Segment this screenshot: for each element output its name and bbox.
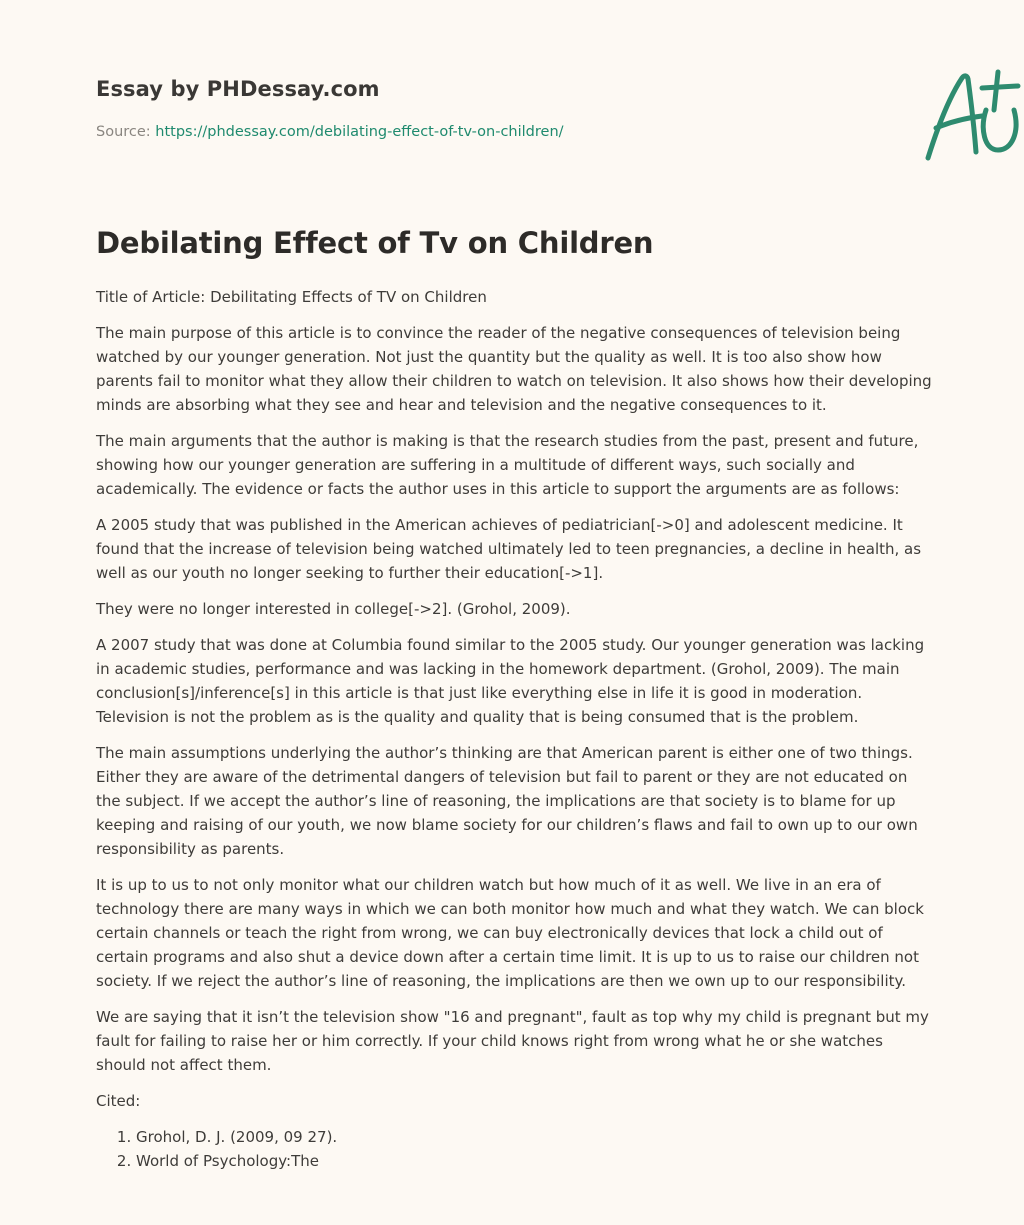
citation-item: 1. Grohol, D. J. (2009, 09 27). xyxy=(136,1125,932,1149)
citation-list xyxy=(96,1125,932,1173)
paragraph: The main purpose of this article is to convince the reader of the negative consequences of television being watched by our younger generation. Not just the quantity but the quality as well. It is too also show how parents fail to monitor what they allow their children to watch on television. It also shows how their developing minds are absorbing what they see and hear and television and the negative consequences to it. xyxy=(96,324,932,414)
paragraph: The main assumptions underlying the author’s thinking are that American parent is either one of two things. Either they are aware of the detrimental dangers of television but fail to parent or they are not educated on the subject. If we accept the author’s line of reasoning, the implications are that society is to blame for up keeping and raising of our youth, we now blame society for our children’s flaws and fail to own up to our own responsibility as parents. xyxy=(96,744,918,858)
source-link[interactable]: https://phdessay.com/debilating-effect-of-tv-on-children/ xyxy=(155,124,564,140)
paragraph: It is up to us to not only monitor what our children watch but how much of it as well. We live in an era of technology there are many ways in which we can both monitor how much and what they watch. We can block certain channels or teach the right from wrong, we can buy electronically devices that lock a child out of certain programs and also shut a device down after a certain time limit. It is up to us to raise our children not society. If we reject the author’s line of reasoning, the implications are then we own up to our responsibility. xyxy=(96,876,924,990)
article-body xyxy=(96,285,932,1173)
paragraph: A 2007 study that was done at Columbia found similar to the 2005 study. Our younger generation was lacking in academic studies, performance and was lacking in the homework department. (Grohol, 2009). The main conclusion[s]/inference[s] in this article is that just like everything else in life it is good in moderation. Television is not the problem as is the quality and quality that is being consumed that is the problem. xyxy=(96,636,925,726)
source-line xyxy=(96,124,564,140)
paragraph: A 2005 study that was published in the American achieves of pediatrician[->0] and adolescent medicine. It found that the increase of television being watched ultimately led to teen pregnancies, a decline in health, as well as our youth no longer seeking to further their education[->1]. xyxy=(96,516,922,582)
article-title: Debilating Effect of Tv on Children xyxy=(96,226,654,260)
paragraph: We are saying that it isn’t the television show "16 and pregnant", fault as top why my child is pregnant but my fault for failing to raise her or him correctly. If your child knows right from wrong what he or she watches should not affect them. xyxy=(96,1008,929,1074)
paragraph: Title of Article: Debilitating Effects of TV on Children xyxy=(96,288,487,306)
paragraph: They were no longer interested in college[->2]. (Grohol, 2009). xyxy=(96,600,571,618)
site-brand: Essay by PHDessay.com xyxy=(96,77,380,101)
citation-item: 2. World of Psychology:The xyxy=(136,1149,932,1173)
paragraph: The main arguments that the author is making is that the research studies from the past, present and future, showing how our younger generation are suffering in a multitude of different ways, such socially and academically. The evidence or facts the author uses in this article to support the arguments are as follows: xyxy=(96,432,919,498)
cited-heading: Cited: xyxy=(96,1092,141,1110)
a-plus-logo-icon xyxy=(916,66,1024,166)
source-label: Source: xyxy=(96,124,156,140)
